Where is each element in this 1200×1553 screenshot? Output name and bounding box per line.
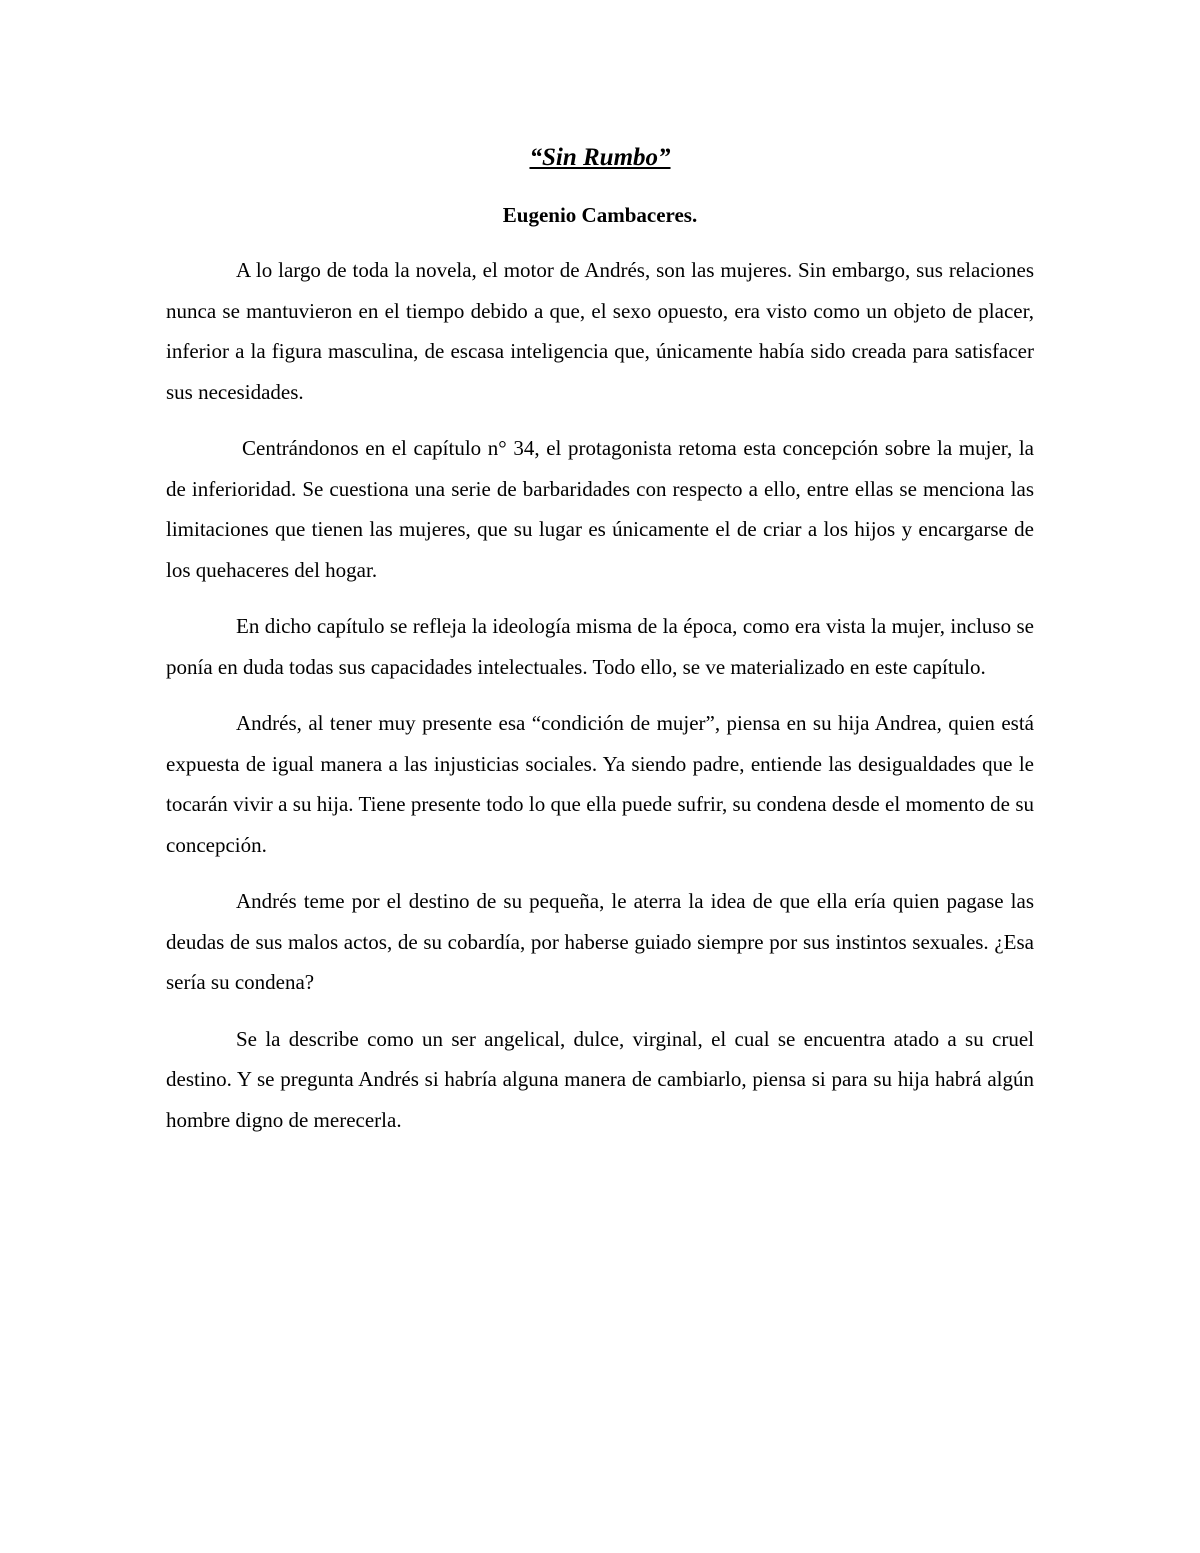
- paragraph-1: A lo largo de toda la novela, el motor de Andrés, son las mujeres. Sin embargo, sus relaciones nunca se mantuvieron en el tiempo debido a que, el sexo opuesto, era visto como un objeto de placer, inferior a la figura masculina, de escasa inteligencia que, únicamente había sido creada para satisfacer sus necesidades.: [166, 258, 1034, 404]
- document-body: [166, 250, 1034, 1140]
- document-title: “Sin Rumbo”: [529, 144, 671, 171]
- paragraph-6: Se la describe como un ser angelical, dulce, virginal, el cual se encuentra atado a su cruel destino. Y se pregunta Andrés si habría alguna manera de cambiarlo, piensa si para su hija habrá algún hombre digno de merecerla.: [166, 1026, 1034, 1132]
- paragraph-5: Andrés teme por el destino de su pequeña, le aterra la idea de que ella ería quien pagase las deudas de sus malos actos, de su cobardía, por haberse guiado siempre por sus instintos sexuales. ¿Esa sería su condena?: [166, 889, 1034, 994]
- document-page: [166, 140, 1034, 1156]
- paragraph-2: Centrándonos en el capítulo n° 34, el protagonista retoma esta concepción sobre la mujer, la de inferioridad. Se cuestiona una serie de barbaridades con respecto a ello, entre ellas se menciona las limitaciones que tienen las mujeres, que su lugar es únicamente el de criar a los hijos y encargarse de los quehaceres del hogar.: [166, 436, 1034, 582]
- paragraph-4: Andrés, al tener muy presente esa “condición de mujer”, piensa en su hija Andrea, quien está expuesta de igual manera a las injusticias sociales. Ya siendo padre, entiende las desigualdades que le tocarán vivir a su hija. Tiene presente todo lo que ella puede sufrir, su condena desde el momento de su concepción.: [166, 711, 1034, 857]
- document-author: Eugenio Cambaceres.: [502, 203, 698, 227]
- paragraph-3: En dicho capítulo se refleja la ideología misma de la época, como era vista la mujer, incluso se ponía en duda todas sus capacidades intelectuales. Todo ello, se ve materializado en este capítulo.: [166, 614, 1034, 679]
